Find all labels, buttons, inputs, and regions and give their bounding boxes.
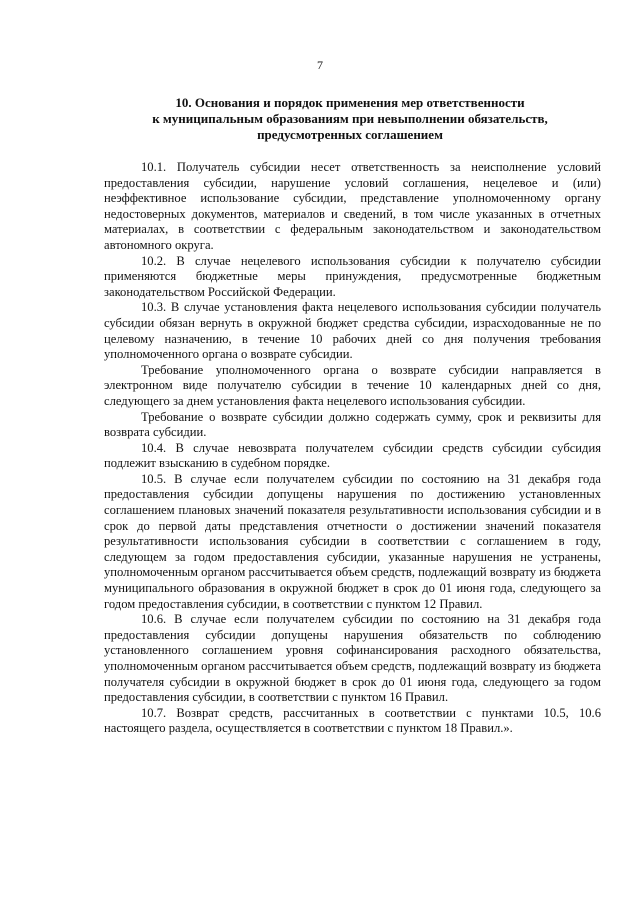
- paragraph-demand-delivery: Требование уполномоченного органа о возврате субсидии направляется в электронном виде получателю субсидии в течение 10 календарных дней со дня, следующего за днем установления факта нецелевого использования субсидии.: [104, 362, 601, 408]
- paragraph-10-4: 10.4. В случае невозврата получателем субсидии средств субсидии субсидия подлежит взысканию в судебном порядке.: [104, 440, 601, 471]
- paragraph-10-6: 10.6. В случае если получателем субсидии по состоянию на 31 декабря года предоставления субсидии допущены нарушения обязательств по соблюдению установленного соглашением уровня софинансирования расходного обязательства, уполномоченным органом рассчитывается объем средств, подлежащий возврату из бюджета получателя субсидии в окружной бюджет в срок до 01 июня года, следующего за годом предоставления субсидии, в соответствии с пунктом 16 Правил.: [104, 612, 601, 705]
- page-number: 7: [317, 58, 323, 72]
- paragraph-demand-contents: Требование о возврате субсидии должно содержать сумму, срок и реквизиты для возврата субсидии.: [104, 409, 601, 440]
- paragraph-10-1: 10.1. Получатель субсидии несет ответственность за неисполнение условий предоставления субсидии, нарушение условий соглашения, нецелевое и (или) неэффективное использование субсидии, представление уполномоченному органу недостоверных документов, материалов и сведений, в том числе указанных в отчетных материалах, в соответствии с федеральным законодательством и законодательством автономного округа.: [104, 160, 601, 252]
- section-heading: [100, 95, 600, 143]
- paragraph-10-5: 10.5. В случае если получателем субсидии по состоянию на 31 декабря года предоставления субсидии допущены нарушения по достижению установленных соглашением плановых значений показателя результативности использования субсидии и в срок до первой даты представления отчетности о достижении значений показателя результативности использования субсидии в соответствии с соглашением в году, следующем за годом предоставления субсидии, указанные нарушения не устранены, уполномоченным органом рассчитывается объем средств, подлежащий возврату из бюджета муниципального образования в окружной бюджет в срок до 01 июня года, следующего за годом предоставления субсидии, в соответствии с пунктом 12 Правил.: [104, 471, 601, 611]
- heading-line: 10. Основания и порядок применения мер ответственности: [175, 95, 525, 110]
- paragraph-10-2: 10.2. В случае нецелевого использования субсидии к получателю субсидии применяются бюджетные меры принуждения, предусмотренные бюджетным законодательством Российской Федерации.: [104, 253, 601, 299]
- document-body: [104, 160, 601, 737]
- heading-line: к муниципальным образованиям при невыполнении обязательств,: [152, 111, 548, 126]
- paragraph-10-3: 10.3. В случае установления факта нецелевого использования субсидии получатель субсидии обязан вернуть в окружной бюджет средства субсидии, израсходованные не по целевому назначению, в течение 10 рабочих дней со дня получения требования уполномоченного органа о возврате субсидии.: [104, 300, 601, 362]
- heading-line: предусмотренных соглашением: [257, 127, 443, 142]
- paragraph-10-7: 10.7. Возврат средств, рассчитанных в соответствии с пунктами 10.5, 10.6 настоящего раздела, осуществляется в соответствии с пунктом 18 Правил.».: [104, 705, 601, 736]
